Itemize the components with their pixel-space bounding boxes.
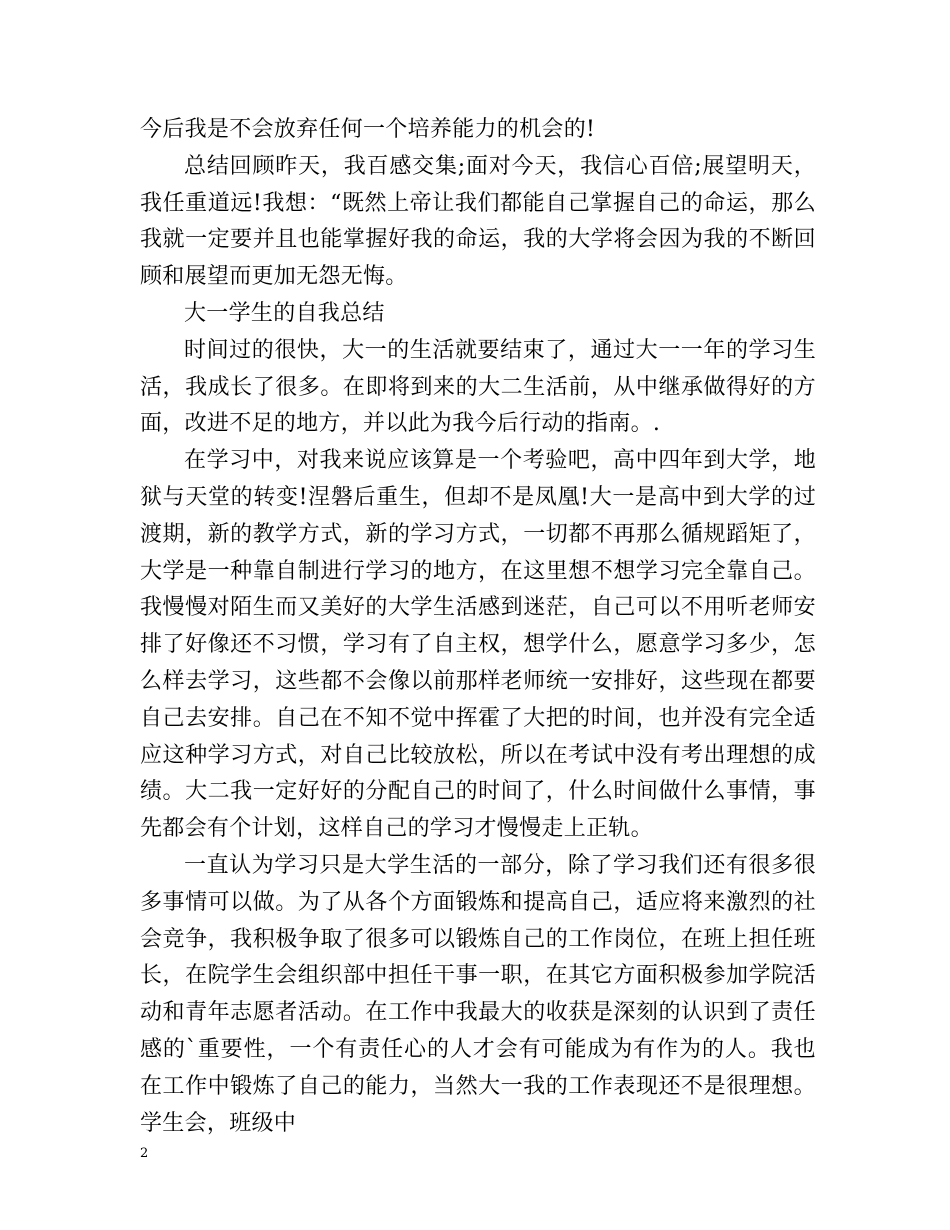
page-number: 2 — [140, 1146, 149, 1161]
section-title: 大一学生的自我总结 — [184, 300, 385, 326]
paragraph-closing-line: 今后我是不会放弃任何一个培养能力的机会的! — [140, 117, 596, 142]
paragraph-study: 在学习中，对我来说应该算是一个考验吧，高中四年到大学，地狱与天堂的转变!涅磐后重生，但却不是凤凰!大一是高中到大学的过渡期，新的教学方式，新的学习方式，一切都不再那么循规蹈矩了，大学是一种靠自制进行学习的地方，在这里想不想学习完全靠自己。我慢慢对陌生而又美好的大学生活感到迷茫，自己可以不用听老师安排了好像还不习惯，学习有了自主权，想学什么，愿意学习多少，怎么样去学习，这些都不会像以前那样老师统一安排好，这些现在都要自己去安排。自己在不知不觉中挥霍了大把的时间，也并没有完全适应这种学习方式，对自己比较放松，所以在考试中没有考出理想的成绩。大二我一定好好的分配自己的时间了，什么时间做什么事情，事先都会有个计划，这样自己的学习才慢慢走上正轨。 — [140, 448, 816, 842]
document-body — [140, 112, 816, 1142]
paragraph-intro: 时间过的很快，大一的生活就要结束了，通过大一一年的学习生活，我成长了很多。在即将到来的大二生活前，从中继承做得好的方面，改进不足的地方，并以此为我今后行动的指南。. — [140, 337, 816, 437]
paragraph-summary-reflection: 总结回顾昨天，我百感交集;面对今天，我信心百倍;展望明天，我任重道远!我想：“既然上帝让我们都能自己掌握自己的命运，那么我就一定要并且也能掌握好我的命运，我的大学将会因为我的不断回顾和展望而更加无怨无悔。 — [140, 153, 816, 290]
paragraph-work: 一直认为学习只是大学生活的一部分，除了学习我们还有很多很多事情可以做。为了从各个方面锻炼和提高自己，适应将来激烈的社会竞争，我积极争取了很多可以锻炼自己的工作岗位，在班上担任班长，在院学生会组织部中担任干事一职，在其它方面积极参加学院活动和青年志愿者活动。在工作中我最大的收获是深刻的认识到了责任感的`重要性，一个有责任心的人才会有可能成为有作为的人。我也在工作中锻炼了自己的能力，当然大一我的工作表现还不是很理想。学生会，班级中 — [140, 852, 816, 1136]
